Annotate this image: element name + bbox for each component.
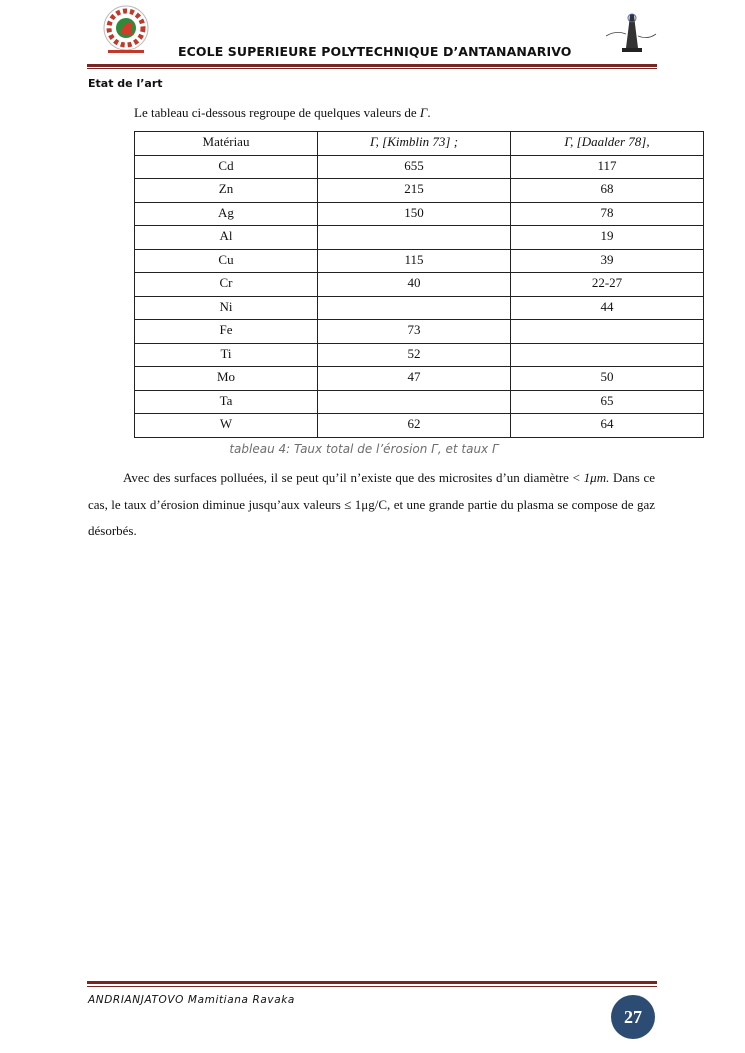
- cell-kimblin-value: 150: [318, 202, 511, 226]
- section-title: Etat de l’art: [88, 77, 163, 90]
- gamma-symbol: Γ: [419, 105, 428, 120]
- university-gear-logo-icon: [98, 4, 156, 56]
- paragraph-text-2: Dans ce cas, le taux d’érosion diminue jusqu’aux valeurs ≤ 1μg/C, et une grande partie du plasma se compose de gaz désorbés.: [88, 470, 655, 538]
- footer-divider: [87, 981, 657, 984]
- intro-sentence: [134, 105, 431, 121]
- cell-daalder-value: 78: [511, 202, 704, 226]
- cell-material: Cd: [135, 155, 318, 179]
- page-number-badge: 27: [611, 995, 655, 1039]
- cell-kimblin-value: 47: [318, 367, 511, 391]
- cell-daalder-value: 39: [511, 249, 704, 273]
- table-row: [135, 155, 704, 179]
- column-header-kimblin: Γ, [Kimblin 73] ;: [318, 132, 511, 156]
- cell-daalder-value: [511, 343, 704, 367]
- footer-divider-thin: [87, 986, 657, 987]
- cell-material: Zn: [135, 179, 318, 203]
- cell-daalder-value: 22-27: [511, 273, 704, 297]
- paragraph-unit: 1μm.: [583, 470, 610, 485]
- table-row: [135, 320, 704, 344]
- cell-daalder-value: 19: [511, 226, 704, 250]
- cell-kimblin-value: [318, 296, 511, 320]
- table-caption: tableau 4: Taux total de l’érosion Γ, et taux Γ: [229, 442, 499, 456]
- header-divider-thin: [87, 68, 657, 69]
- polytechnique-tower-logo-icon: [604, 10, 658, 58]
- cell-kimblin-value: 52: [318, 343, 511, 367]
- cell-daalder-value: 117: [511, 155, 704, 179]
- school-name: ECOLE SUPERIEURE POLYTECHNIQUE D’ANTANANARIVO: [178, 44, 572, 59]
- column-header-material: Matériau: [135, 132, 318, 156]
- body-paragraph: [88, 465, 655, 545]
- cell-daalder-value: 64: [511, 414, 704, 438]
- table-row: [135, 273, 704, 297]
- author-name: ANDRIANJATOVO Mamitiana Ravaka: [88, 994, 295, 1006]
- erosion-rate-table: [134, 131, 704, 438]
- cell-kimblin-value: 215: [318, 179, 511, 203]
- cell-kimblin-value: [318, 226, 511, 250]
- table-row: [135, 343, 704, 367]
- table-row: [135, 414, 704, 438]
- cell-daalder-value: 44: [511, 296, 704, 320]
- cell-material: Ag: [135, 202, 318, 226]
- cell-kimblin-value: [318, 390, 511, 414]
- cell-material: Cr: [135, 273, 318, 297]
- table-row: [135, 226, 704, 250]
- table-row: [135, 179, 704, 203]
- header-divider: [87, 64, 657, 67]
- cell-kimblin-value: 62: [318, 414, 511, 438]
- intro-end: .: [427, 105, 431, 120]
- cell-material: Ti: [135, 343, 318, 367]
- cell-kimblin-value: 655: [318, 155, 511, 179]
- cell-daalder-value: [511, 320, 704, 344]
- cell-material: Ta: [135, 390, 318, 414]
- cell-material: Ni: [135, 296, 318, 320]
- cell-daalder-value: 68: [511, 179, 704, 203]
- intro-text: Le tableau ci-dessous regroupe de quelques valeurs de: [134, 105, 420, 120]
- cell-kimblin-value: 115: [318, 249, 511, 273]
- cell-material: Mo: [135, 367, 318, 391]
- table-row: [135, 367, 704, 391]
- table-row: [135, 390, 704, 414]
- cell-kimblin-value: 73: [318, 320, 511, 344]
- table-row: [135, 296, 704, 320]
- cell-kimblin-value: 40: [318, 273, 511, 297]
- cell-material: Cu: [135, 249, 318, 273]
- cell-material: W: [135, 414, 318, 438]
- column-header-daalder: Γ, [Daalder 78],: [511, 132, 704, 156]
- paragraph-text-1: Avec des surfaces polluées, il se peut qu’il n’existe que des microsites d’un diamètre <: [123, 470, 584, 485]
- cell-material: Fe: [135, 320, 318, 344]
- table-header-row: [135, 132, 704, 156]
- cell-daalder-value: 65: [511, 390, 704, 414]
- table-row: [135, 249, 704, 273]
- table-row: [135, 202, 704, 226]
- cell-daalder-value: 50: [511, 367, 704, 391]
- cell-material: Al: [135, 226, 318, 250]
